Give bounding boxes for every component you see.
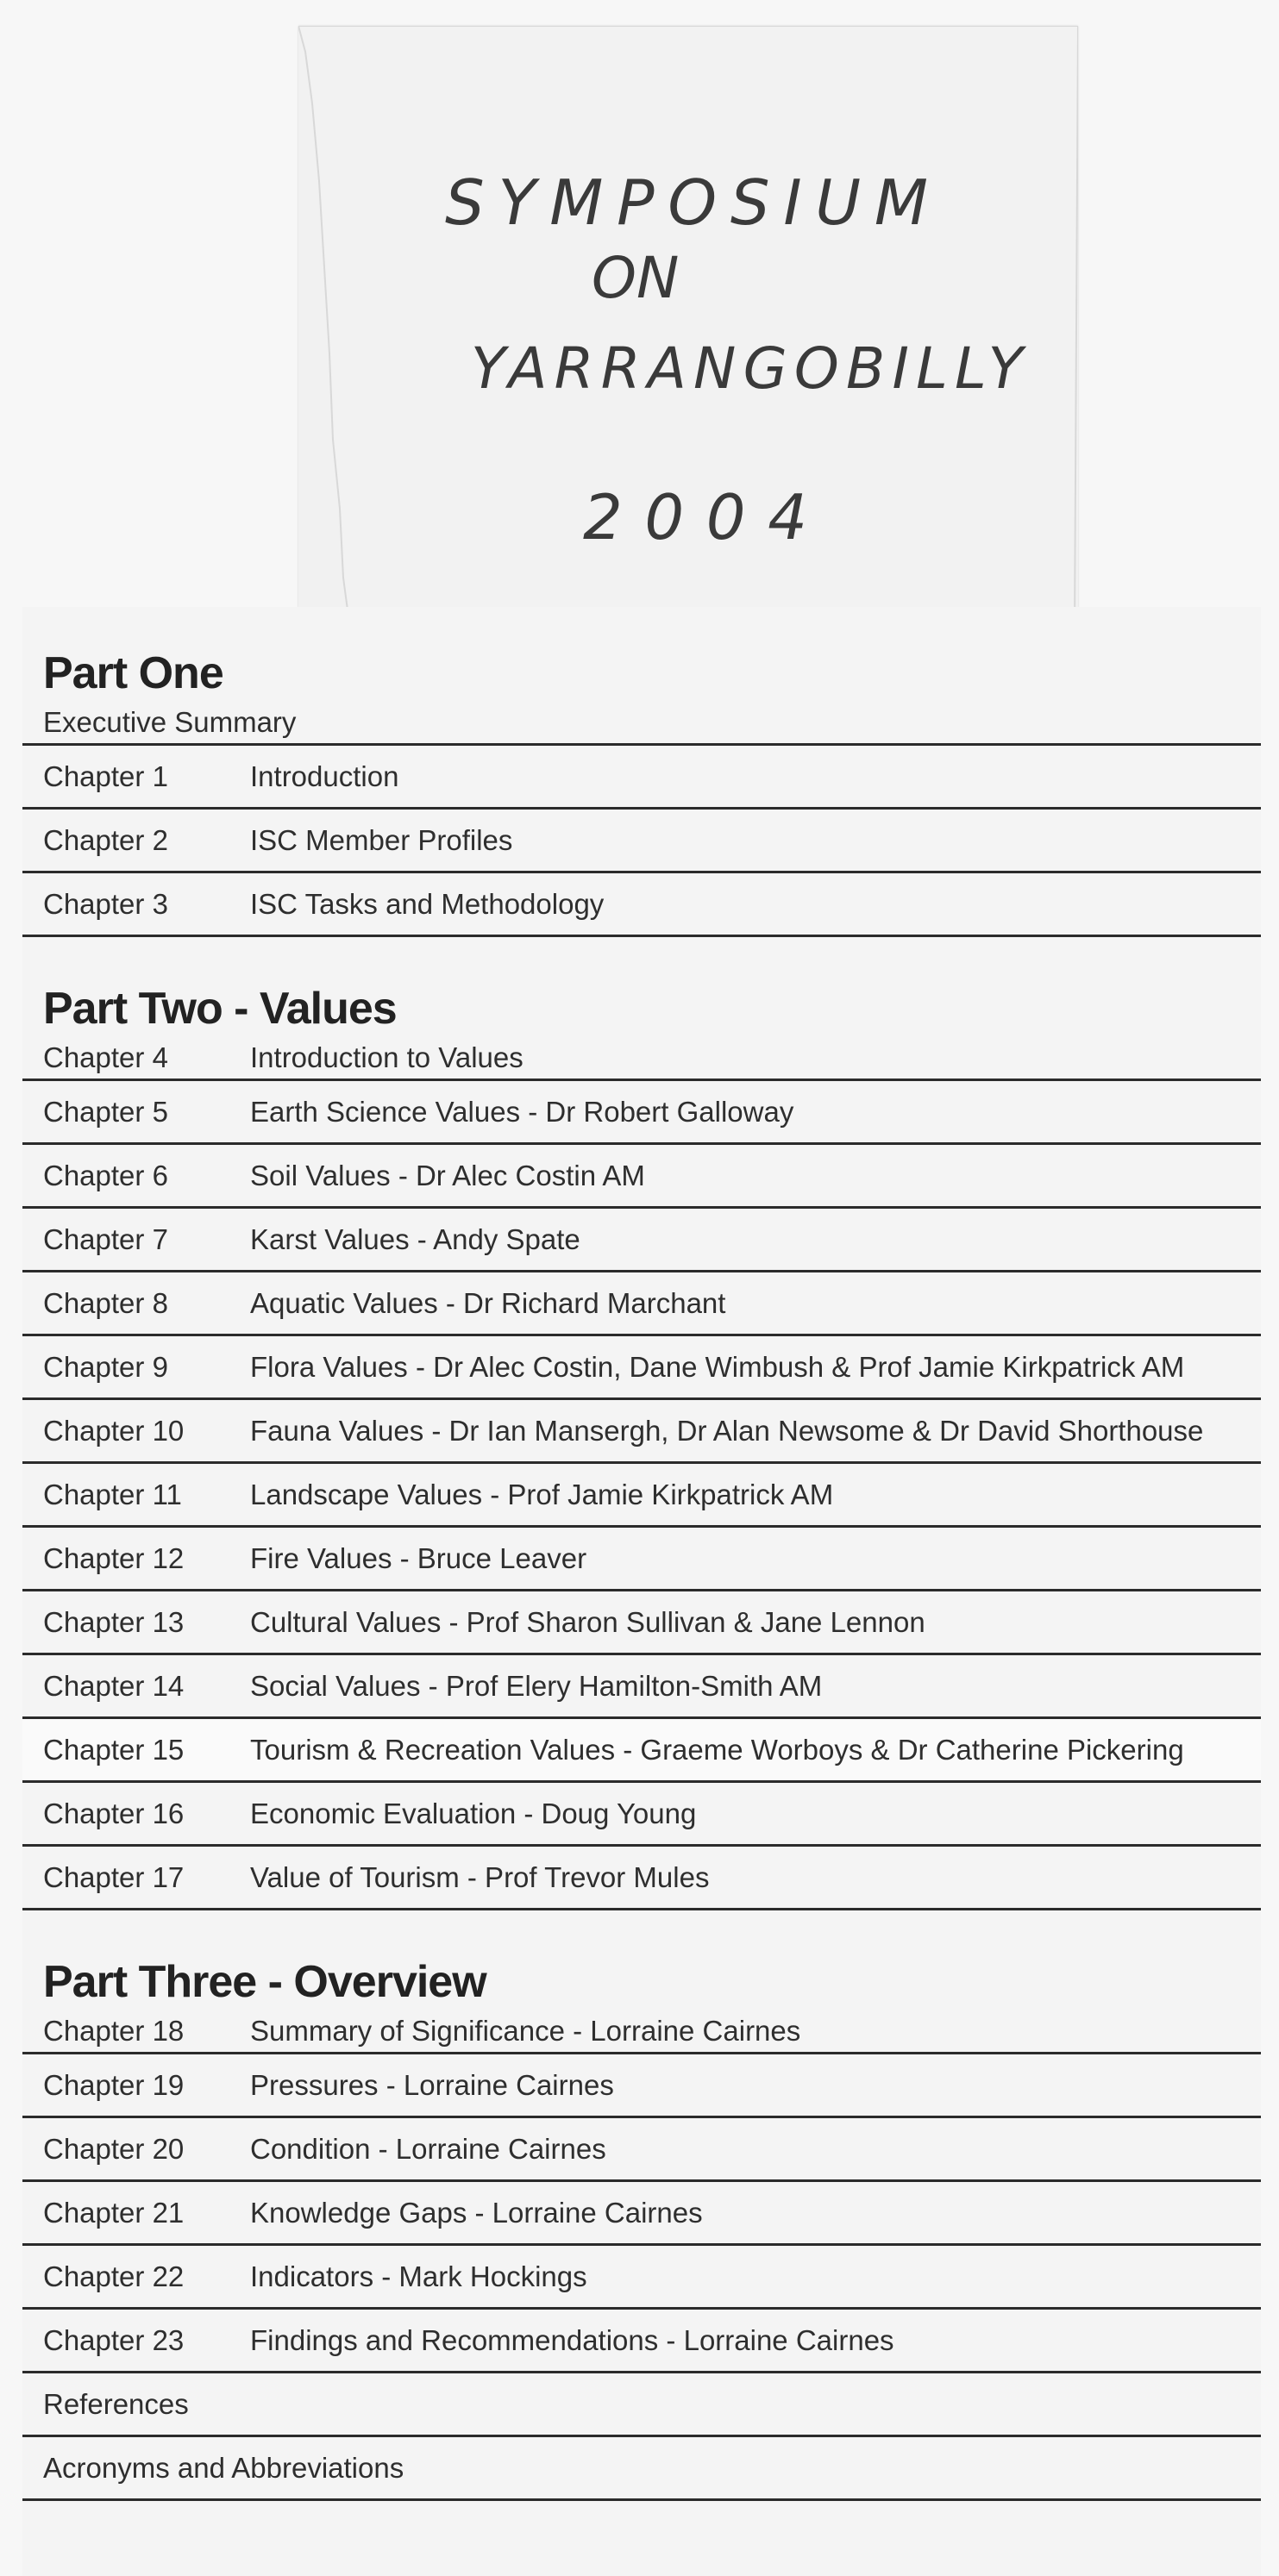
chapter-label: Chapter 14 — [43, 1669, 185, 1702]
chapter-title: Economic Evaluation - Doug Young — [250, 1797, 697, 1829]
table-row — [22, 2310, 1261, 2373]
part-two-title: Part Two - Values — [43, 984, 397, 1034]
part-three-list — [22, 2010, 1261, 2501]
table-row — [22, 2054, 1261, 2118]
chapter-title: Knowledge Gaps - Lorraine Cairnes — [250, 2196, 703, 2229]
contents-sheet — [22, 607, 1261, 2576]
chapter-label: Chapter 16 — [43, 1797, 185, 1829]
table-row — [22, 873, 1261, 937]
chapter-label: Chapter 17 — [43, 1860, 185, 1893]
part-one-list — [22, 702, 1261, 937]
chapter-label: Chapter 11 — [43, 1478, 182, 1510]
table-row — [22, 1209, 1261, 1272]
chapter-label: Chapter 15 — [43, 1733, 185, 1766]
table-row — [22, 1847, 1261, 1910]
chapter-title: Tourism & Recreation Values - Graeme Worboys & Dr Catherine Pickering — [250, 1733, 1184, 1766]
part-two-section — [22, 937, 1261, 1910]
chapter-label: Chapter 4 — [43, 1041, 168, 1073]
chapter-label: Chapter 7 — [43, 1222, 168, 1255]
chapter-title: Aquatic Values - Dr Richard Marchant — [250, 1286, 726, 1319]
chapter-title: ISC Member Profiles — [250, 823, 513, 856]
handwritten-note — [298, 26, 1078, 629]
chapter-title: Pressures - Lorraine Cairnes — [250, 2068, 614, 2101]
chapter-title: Earth Science Values - Dr Robert Galloway — [250, 1095, 794, 1128]
chapter-title: Fire Values - Bruce Leaver — [250, 1541, 587, 1574]
chapter-label: Chapter 9 — [43, 1350, 168, 1383]
note-line-1: SYMPOSIUM — [445, 166, 928, 239]
note-line-2: ON — [592, 245, 680, 311]
part-two-list — [22, 1037, 1261, 1910]
chapter-title: Cultural Values - Prof Sharon Sullivan & Jane Lennon — [250, 1605, 925, 1638]
chapter-title: Introduction — [250, 760, 399, 792]
chapter-label: Chapter 5 — [43, 1095, 168, 1128]
chapter-title: Fauna Values - Dr Ian Mansergh, Dr Alan Newsome & Dr David Shorthouse — [250, 1414, 1204, 1447]
table-row — [22, 1464, 1261, 1528]
part-three-section — [22, 1910, 1261, 2501]
chapter-title: Karst Values - Andy Spate — [250, 1222, 580, 1255]
chapter-label: Chapter 18 — [43, 2015, 185, 2047]
table-row — [22, 1081, 1261, 1145]
row-title: Acronyms and Abbreviations — [43, 2451, 404, 2484]
table-row — [22, 1145, 1261, 1209]
list-item — [22, 702, 1261, 746]
table-row — [22, 746, 1261, 810]
chapter-title: Soil Values - Dr Alec Costin AM — [250, 1159, 645, 1191]
row-title: References — [43, 2387, 189, 2420]
note-text — [298, 26, 1078, 629]
part-three-title: Part Three - Overview — [43, 1957, 486, 2007]
table-row — [22, 1400, 1261, 1464]
note-line-4: 2004 — [583, 481, 807, 553]
chapter-title: Value of Tourism - Prof Trevor Mules — [250, 1860, 710, 1893]
chapter-label: Chapter 20 — [43, 2132, 185, 2165]
table-row — [22, 2246, 1261, 2310]
chapter-label: Chapter 8 — [43, 1286, 168, 1319]
part-one-title: Part One — [43, 648, 223, 698]
part-one-section — [22, 607, 1261, 937]
chapter-title: Summary of Significance - Lorraine Cairnes — [250, 2015, 801, 2047]
table-row — [22, 1272, 1261, 1336]
table-row — [22, 1591, 1261, 1655]
table-row — [22, 1783, 1261, 1847]
chapter-title: Flora Values - Dr Alec Costin, Dane Wimbush & Prof Jamie Kirkpatrick AM — [250, 1350, 1185, 1383]
chapter-title: Social Values - Prof Elery Hamilton-Smith AM — [250, 1669, 823, 1702]
chapter-title: ISC Tasks and Methodology — [250, 887, 605, 920]
chapter-label: Chapter 3 — [43, 887, 168, 920]
table-row — [22, 810, 1261, 873]
chapter-label: Chapter 21 — [43, 2196, 185, 2229]
chapter-label: Chapter 13 — [43, 1605, 185, 1638]
chapter-title: Introduction to Values — [250, 1041, 524, 1073]
table-row — [22, 1719, 1261, 1783]
table-row — [22, 1528, 1261, 1591]
chapter-label: Chapter 6 — [43, 1159, 168, 1191]
chapter-title: Condition - Lorraine Cairnes — [250, 2132, 606, 2165]
chapter-label: Chapter 23 — [43, 2323, 185, 2356]
chapter-title: Findings and Recommendations - Lorraine Cairnes — [250, 2323, 894, 2356]
chapter-label: Chapter 2 — [43, 823, 168, 856]
chapter-label: Chapter 10 — [43, 1414, 185, 1447]
row-title: Executive Summary — [43, 706, 297, 738]
table-row — [22, 2118, 1261, 2182]
list-item — [22, 2373, 1261, 2437]
list-item — [22, 2437, 1261, 2501]
chapter-title: Indicators - Mark Hockings — [250, 2260, 587, 2292]
table-row — [22, 1655, 1261, 1719]
table-row — [22, 1336, 1261, 1400]
chapter-label: Chapter 22 — [43, 2260, 185, 2292]
chapter-label: Chapter 19 — [43, 2068, 185, 2101]
note-line-3: YARRANGOBILLY — [471, 335, 1023, 402]
table-row — [22, 2182, 1261, 2246]
table-row — [22, 2010, 1261, 2054]
table-row — [22, 1037, 1261, 1081]
chapter-label: Chapter 1 — [43, 760, 168, 792]
chapter-label: Chapter 12 — [43, 1541, 185, 1574]
chapter-title: Landscape Values - Prof Jamie Kirkpatrick AM — [250, 1478, 834, 1510]
